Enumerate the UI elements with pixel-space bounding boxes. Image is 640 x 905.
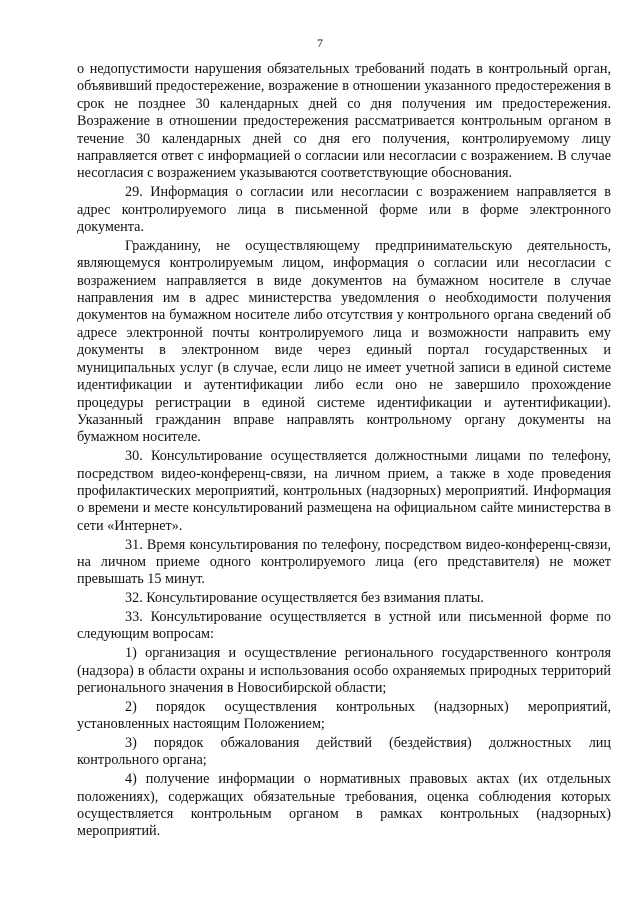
paragraph-29: 29. Информация о согласии или несогласии с возражением направляется в адрес контролируемого лица в письменной форме или в форме электронного документа. (77, 184, 611, 236)
list-item-1: 1) организация и осуществление регионального государственного контроля (надзора) в области охраны и использования особо охраняемых природных территорий регионального значения в Новосибирской области; (77, 645, 611, 696)
list-item-4: 4) получение информации о нормативных правовых актах (их отдельных положениях), содержащих обязательные требования, оценка соблюдения которых осуществляется контрольным органом в рамках контрольных (надзорных) мероприятий. (77, 771, 611, 840)
paragraph-31: 31. Время консультирования по телефону, посредством видео-конференц-связи, на личном приеме одного контролируемого лица (его представителя) не может превышать 15 минут. (77, 536, 611, 588)
list-item-3: 3) порядок обжалования действий (бездействия) должностных лиц контрольного органа; (77, 734, 611, 769)
page-number: 7 (317, 36, 323, 50)
paragraph-30: 30. Консультирование осуществляется должностными лицами по телефону, посредством видео-конференц-связи, на личном прием, а также в ходе проведения профилактических мероприятий, контрольных (надзорных) мероприятий. Информация о времени и месте консультирований размещена на официальном сайте министерства в сети «Интернет». (77, 448, 611, 534)
paragraph-citizen-notice: Гражданину, не осуществляющему предпринимательскую деятельность, являющемуся контролируемым лицом, информация о согласии или несогласии с возражением направляется в виде документов на бумажном носителе в случае направления им в адрес министерства уведомления о необходимости получения документов на бумажном носителе либо отсутствия у контрольного органа сведений об адресе электронной почты контролируемого лица и возможности направить ему документы в электронном виде через единый портал государственных и муниципальных услуг (в случае, если лицо не имеет учетной записи в единой системе идентификации и аутентификации либо если оно не завершило прохождение процедуры регистрации в единой системе идентификации и аутентификации). Указанный гражданин вправе направлять контрольному органу документы на бумажном носителе. (77, 237, 611, 446)
paragraph-objection-continuation: о недопустимости нарушения обязательных требований подать в контрольный орган, объявивший предостережение, возражение в отношении указанного предостережения в срок не позднее 30 календарных дней со дня получения им предостережения. Возражение в отношении предостережения рассматривается контрольным органом в течение 30 календарных дней со дня его получения, контролируемому лицу направляется ответ с информацией о согласии или несогласии с возражением. В случае несогласия с возражением указываются соответствующие обоснования. (77, 61, 611, 182)
list-item-2: 2) порядок осуществления контрольных (надзорных) мероприятий, установленных настоящим Положением; (77, 698, 611, 733)
paragraph-33: 33. Консультирование осуществляется в устной или письменной форме по следующим вопросам: (77, 608, 611, 643)
paragraph-32: 32. Консультирование осуществляется без взимания платы. (125, 590, 484, 607)
document-body (77, 61, 611, 842)
